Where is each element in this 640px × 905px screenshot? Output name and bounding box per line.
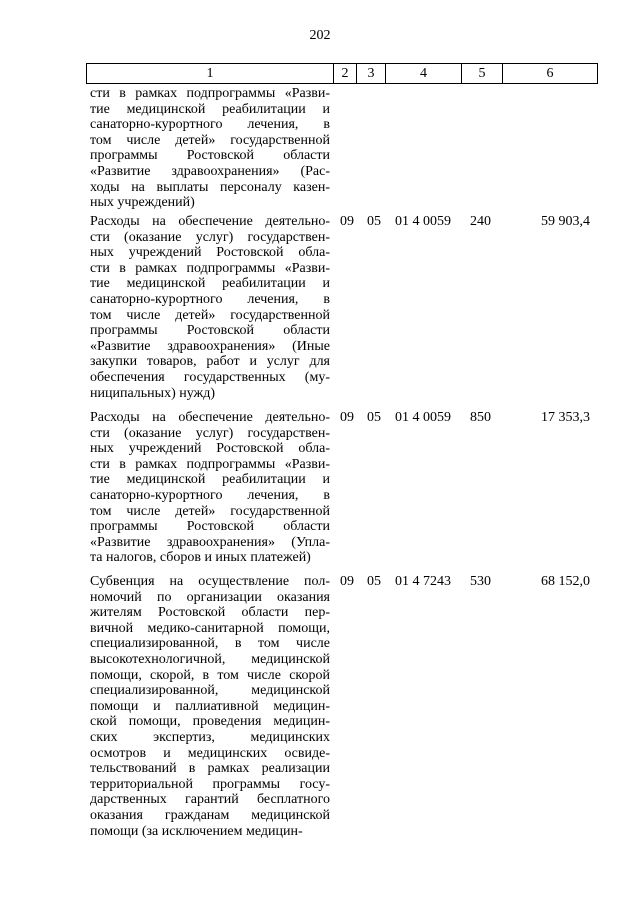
target-article-code: 01 4 0059: [395, 214, 451, 229]
description-line: том числе детей» государственной: [90, 307, 330, 323]
description-line: «Развитие здравоохранения» (Иные: [90, 338, 330, 354]
description-line: тельствований в рамках реализации: [90, 761, 330, 777]
description-line: программы Ростовской области: [90, 519, 330, 535]
expense-type-code: 850: [470, 410, 491, 425]
description-line: санаторно-курортного лечения, в: [90, 291, 330, 307]
row-description: [90, 574, 330, 839]
description-line: специализированной, медицинской: [90, 683, 330, 699]
description-line: «Развитие здравоохранения» (Упла-: [90, 534, 330, 550]
description-line: сти в рамках подпрограммы «Разви-: [90, 456, 330, 472]
subsection-code: 05: [367, 410, 381, 425]
section-code: 09: [340, 410, 354, 425]
expense-type-code: 240: [470, 214, 491, 229]
amount: 17 353,3: [541, 410, 590, 425]
row-description: [90, 410, 330, 566]
description-line: помощи, скорой, в том числе скорой: [90, 667, 330, 683]
amount: 59 903,4: [541, 214, 590, 229]
header-row: [87, 64, 598, 84]
description-line: ниципальных) нужд): [90, 385, 215, 401]
description-line: жителям Ростовской области пер-: [90, 605, 330, 621]
description-line: ских экспертиз, медицинских: [90, 729, 330, 745]
description-line: том числе детей» государственной: [90, 503, 330, 519]
description-line: вичной медико-санитарной помощи,: [90, 620, 330, 636]
description-line: Субвенция на осуществление пол-: [90, 574, 330, 589]
description-line: ных учреждений): [90, 195, 195, 211]
header-col-2: 2: [334, 64, 357, 84]
description-line: помощи и паллиативной медицин-: [90, 698, 330, 714]
description-line: программы Ростовской области: [90, 148, 330, 164]
header-col-1: 1: [87, 64, 334, 84]
row-description: [90, 86, 330, 211]
description-line: «Развитие здравоохранения» (Рас-: [90, 163, 330, 179]
table-header: [86, 63, 598, 84]
description-line: тие медицинской реабилитации и: [90, 276, 330, 292]
target-article-code: 01 4 7243: [395, 574, 451, 589]
description-line: территориальной программы госу-: [90, 776, 330, 792]
description-line: дарственных гарантий бесплатного: [90, 792, 330, 808]
subsection-code: 05: [367, 214, 381, 229]
header-col-3: 3: [357, 64, 386, 84]
row-description: [90, 214, 330, 401]
description-line: тие медицинской реабилитации и: [90, 101, 330, 117]
description-line: сти (оказание услуг) государствен-: [90, 425, 330, 441]
description-line: осмотров и медицинских освиде-: [90, 745, 330, 761]
description-line: специализированной, в том числе: [90, 636, 330, 652]
header-col-4: 4: [386, 64, 462, 84]
description-line: сти (оказание услуг) государствен-: [90, 229, 330, 245]
description-line: Расходы на обеспечение деятельно-: [90, 410, 330, 425]
description-line: высокотехнологичной, медицинской: [90, 651, 330, 667]
description-line: номочий по организации оказания: [90, 589, 330, 605]
section-code: 09: [340, 214, 354, 229]
description-line: ных учреждений Ростовской обла-: [90, 245, 330, 261]
description-line: ходы на выплаты персоналу казен-: [90, 179, 330, 195]
description-line: Расходы на обеспечение деятельно-: [90, 214, 330, 229]
description-line: сти в рамках подпрограммы «Разви-: [90, 86, 330, 101]
page-number: 202: [309, 28, 331, 43]
description-line: санаторно-курортного лечения, в: [90, 117, 330, 133]
description-line: ных учреждений Ростовской обла-: [90, 441, 330, 457]
description-line: ской помощи, проведения медицин-: [90, 714, 330, 730]
section-code: 09: [340, 574, 354, 589]
description-line: сти в рамках подпрограммы «Разви-: [90, 260, 330, 276]
header-col-5: 5: [462, 64, 503, 84]
description-line: тие медицинской реабилитации и: [90, 472, 330, 488]
description-line: та налогов, сборов и иных платежей): [90, 550, 311, 566]
subsection-code: 05: [367, 574, 381, 589]
expense-type-code: 530: [470, 574, 491, 589]
description-line: том числе детей» государственной: [90, 132, 330, 148]
target-article-code: 01 4 0059: [395, 410, 451, 425]
description-line: санаторно-курортного лечения, в: [90, 487, 330, 503]
description-line: помощи (за исключением медицин-: [90, 823, 303, 839]
description-line: закупки товаров, работ и услуг для: [90, 354, 330, 370]
amount: 68 152,0: [541, 574, 590, 589]
description-line: программы Ростовской области: [90, 323, 330, 339]
description-line: обеспечения государственных (му-: [90, 369, 330, 385]
description-line: оказания гражданам медицинской: [90, 807, 330, 823]
header-col-6: 6: [503, 64, 598, 84]
